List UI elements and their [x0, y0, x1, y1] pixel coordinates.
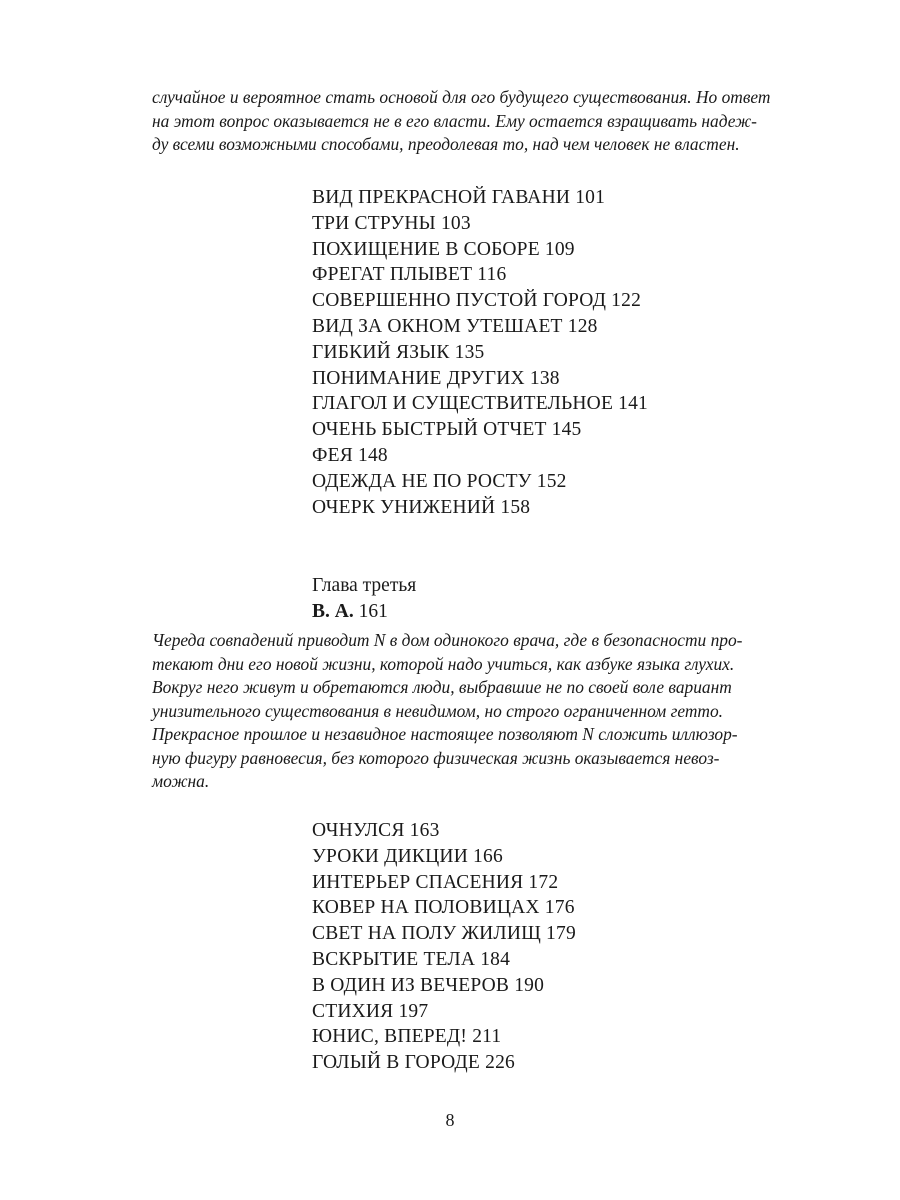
- toc-entry: ВИД ПРЕКРАСНОЙ ГАВАНИ 101: [312, 187, 606, 208]
- toc-entry: ВСКРЫТИЕ ТЕЛА 184: [312, 948, 511, 970]
- toc-entry: ПОХИЩЕНИЕ В СОБОРЕ 109: [312, 238, 575, 260]
- toc-entry: ОЧЕНЬ БЫСТРЫЙ ОТЧЕТ 145: [312, 419, 582, 441]
- toc-entry: УРОКИ ДИКЦИИ 166: [312, 845, 503, 867]
- chapter-description: [152, 629, 776, 794]
- chapter-page: 161: [353, 600, 388, 622]
- chapter-title: В. А.: [312, 600, 354, 622]
- toc-entry: ТРИ СТРУНЫ 103: [312, 212, 471, 234]
- toc-entry: В ОДИН ИЗ ВЕЧЕРОВ 190: [312, 974, 545, 996]
- description-line: унизительного существования в невидимом, но строго ограниченном гетто.: [152, 700, 724, 721]
- description-line: можна.: [152, 771, 210, 791]
- toc-entry: СОВЕРШЕННО ПУСТОЙ ГОРОД 122: [312, 290, 642, 312]
- description-line: Прекрасное прошлое и незавидное настоящее позволяют N сложить иллюзор-: [152, 724, 738, 744]
- toc-entry: ПОНИМАНИЕ ДРУГИХ 138: [312, 367, 560, 389]
- toc-entry: ГИБКИЙ ЯЗЫК 135: [312, 341, 485, 363]
- description-line: ную фигуру равновесия, без которого физическая жизнь оказывается невоз-: [152, 747, 720, 768]
- toc-entry: ЮНИС, ВПЕРЕД! 211: [312, 1026, 502, 1048]
- toc-entry: ФРЕГАТ ПЛЫВЕТ 116: [312, 264, 507, 286]
- intro-line: случайное и вероятное стать основой для ого будущего существования. Но ответ: [152, 87, 771, 107]
- toc-entry: ВИД ЗА ОКНОМ УТЕШАЕТ 128: [312, 315, 598, 337]
- description-line: Череда совпадений приводит N в дом одинокого врача, где в безопасности про-: [152, 630, 743, 650]
- toc-entry: ОЧНУЛСЯ 163: [312, 820, 440, 841]
- toc-entry: ИНТЕРЬЕР СПАСЕНИЯ 172: [312, 871, 559, 893]
- toc-entry: ГОЛЫЙ В ГОРОДЕ 226: [312, 1052, 515, 1074]
- toc-entry: ГЛАГОЛ И СУЩЕСТВИТЕЛЬНОЕ 141: [312, 393, 649, 415]
- toc-entry: СТИХИЯ 197: [312, 1000, 429, 1022]
- toc-list-chapter-three: [312, 818, 576, 1076]
- intro-line: на этот вопрос оказывается не в его власти. Ему остается взращивать надеж-: [152, 110, 757, 131]
- toc-entry: КОВЕР НА ПОЛОВИЦАХ 176: [312, 897, 575, 919]
- description-line: Вокруг него живут и обретаются люди, выбравшие не по своей воле вариант: [152, 677, 732, 697]
- chapter-heading: [312, 573, 416, 625]
- description-line: текают дни его новой жизни, которой надо учиться, как азбуке языка глухих.: [152, 653, 735, 674]
- intro-paragraph: [152, 86, 776, 157]
- intro-line: ду всеми возможными способами, преодолевая то, над чем человек не властен.: [152, 134, 740, 154]
- chapter-title-line: [312, 599, 416, 625]
- toc-entry: ФЕЯ 148: [312, 444, 388, 466]
- toc-entry: ОДЕЖДА НЕ ПО РОСТУ 152: [312, 470, 567, 492]
- toc-list-chapter-two: [312, 185, 648, 520]
- toc-entry: СВЕТ НА ПОЛУ ЖИЛИЩ 179: [312, 923, 576, 945]
- chapter-label: Глава третья: [312, 575, 417, 596]
- page-number: 8: [445, 1110, 455, 1130]
- toc-entry: ОЧЕРК УНИЖЕНИЙ 158: [312, 496, 531, 518]
